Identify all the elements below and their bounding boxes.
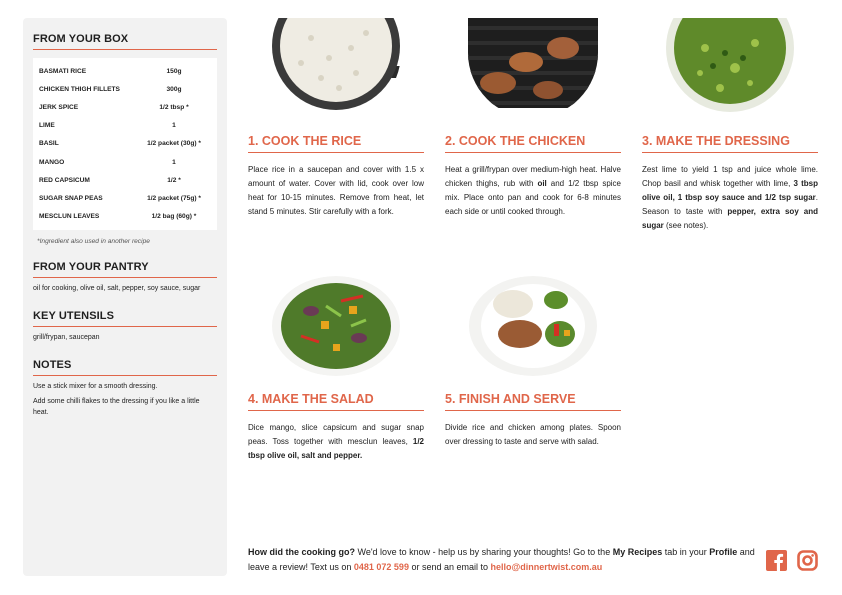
step-title: 3. MAKE THE DRESSING <box>642 134 818 153</box>
step-title: 4. MAKE THE SALAD <box>248 392 424 411</box>
footer-text: tab in your <box>662 547 710 557</box>
grill-chicken-photo <box>468 18 598 118</box>
ingredient-qty: 300g <box>166 85 182 93</box>
sidebar <box>23 18 227 576</box>
text-run: Dice mango, slice capsicum and sugar snap peas. Toss together with mesclun leaves, <box>248 423 424 446</box>
ingredient-row <box>33 171 217 189</box>
ingredient-row <box>33 98 217 116</box>
step-1 <box>248 18 424 219</box>
salad-photo <box>271 276 401 376</box>
bold-text: 3 tbsp olive oil, 1 tbsp soy sauce and 1/2 tsp sugar <box>642 179 818 202</box>
note-item: Use a stick mixer for a smooth dressing. <box>33 382 158 390</box>
ingredient-row <box>33 80 217 98</box>
ingredient-row <box>33 135 217 153</box>
rice-pot-photo <box>271 18 401 118</box>
ingredient-qty: 1 <box>172 122 176 130</box>
feedback-footer <box>248 545 758 575</box>
step-body <box>445 163 621 219</box>
ingredient-name: SUGAR SNAP PEAS <box>39 194 103 202</box>
ingredient-qty: 1/2 * <box>167 176 181 184</box>
note-item: Add some chilli flakes to the dressing if you like a little heat. <box>33 397 200 416</box>
text-run: Divide rice and chicken among plates. Spoon over dressing to taste and serve with salad. <box>445 423 621 446</box>
text-run: . Season to taste with <box>642 193 818 216</box>
text-run: (see notes). <box>663 221 709 230</box>
step-5 <box>445 276 621 449</box>
bold-text: oil <box>537 179 547 188</box>
ingredient-row <box>33 153 217 171</box>
ingredient-qty: 1/2 bag (60g) * <box>151 213 197 221</box>
text-run: and 1/2 tbsp spice mix. Place onto pan and cook for 6-8 minutes each side or until cooked through. <box>445 179 621 216</box>
contact-link[interactable]: hello@dinnertwist.com.au <box>490 562 603 572</box>
ingredient-row <box>33 208 217 226</box>
notes-heading: NOTES <box>33 359 217 376</box>
step-2 <box>445 18 621 219</box>
footer-text: How did the cooking go? <box>248 547 355 557</box>
ingredient-qty: 1/2 tbsp * <box>159 103 189 111</box>
bold-text: 1/2 tbsp olive oil, salt and pepper. <box>248 437 424 460</box>
instagram-icon[interactable] <box>797 550 818 571</box>
ingredient-qty: 150g <box>166 67 182 75</box>
ingredients-table <box>33 58 217 230</box>
bold-text: pepper, extra soy and sugar <box>642 207 818 230</box>
ingredient-name: MANGO <box>39 158 65 166</box>
ingredient-name: MESCLUN LEAVES <box>39 213 100 221</box>
footer-text: and leave a review! Text us on <box>248 547 755 572</box>
contact-link[interactable]: 0481 072 599 <box>353 562 409 572</box>
step-4 <box>248 276 424 463</box>
pantry-text: oil for cooking, olive oil, salt, pepper, soy sauce, sugar <box>33 284 201 292</box>
ingredient-name: JERK SPICE <box>39 103 79 111</box>
step-title: 2. COOK THE CHICKEN <box>445 134 621 153</box>
ingredient-name: CHICKEN THIGH FILLETS <box>39 85 120 93</box>
footer-text: Profile <box>709 547 738 557</box>
footer-text: We'd love to know - help us by sharing your thoughts! Go to the <box>355 547 613 557</box>
ingredient-name: BASIL <box>39 140 59 148</box>
step-title: 1. COOK THE RICE <box>248 134 424 153</box>
text-run: Place rice in a saucepan and cover with 1.5 x amount of water. Cover with lid, cook over low heat for 10-15 minutes. Remove from heat, let stand 5 minutes. Stir carefully with a fork. <box>248 165 424 216</box>
footer-text: My Recipes <box>612 547 663 557</box>
ingredient-row <box>33 117 217 135</box>
utensils-heading: KEY UTENSILS <box>33 310 217 327</box>
step-body <box>248 421 424 463</box>
ingredient-name: RED CAPSICUM <box>39 176 90 184</box>
utensils-text: grill/frypan, saucepan <box>33 333 100 341</box>
plated-dish-photo <box>468 276 598 376</box>
ingredient-name: LIME <box>39 122 55 130</box>
text-run: Heat a grill/frypan over medium-high heat. Halve chicken thighs, rub with <box>445 165 621 188</box>
ingredient-qty: 1 <box>172 158 176 166</box>
facebook-icon[interactable] <box>766 550 787 571</box>
ingredient-footnote: *Ingredient also used in another recipe <box>37 237 150 245</box>
step-3 <box>642 18 818 233</box>
footer-text: or send an email to <box>408 562 491 572</box>
box-heading: FROM YOUR BOX <box>33 33 217 50</box>
text-run: Zest lime to yield 1 tsp and juice whole lime. Chop basil and whisk together with lime, <box>642 165 818 188</box>
social-icons <box>766 550 818 571</box>
ingredient-name: BASMATI RICE <box>39 67 87 75</box>
step-body <box>445 421 621 449</box>
dressing-bowl-photo <box>665 18 795 118</box>
step-body <box>642 163 818 233</box>
ingredient-qty: 1/2 packet (75g) * <box>147 194 201 202</box>
step-title: 5. FINISH AND SERVE <box>445 392 621 411</box>
ingredient-row <box>33 189 217 207</box>
ingredient-row <box>33 62 217 80</box>
step-body <box>248 163 424 219</box>
pantry-heading: FROM YOUR PANTRY <box>33 261 217 278</box>
ingredient-qty: 1/2 packet (30g) * <box>147 140 201 148</box>
